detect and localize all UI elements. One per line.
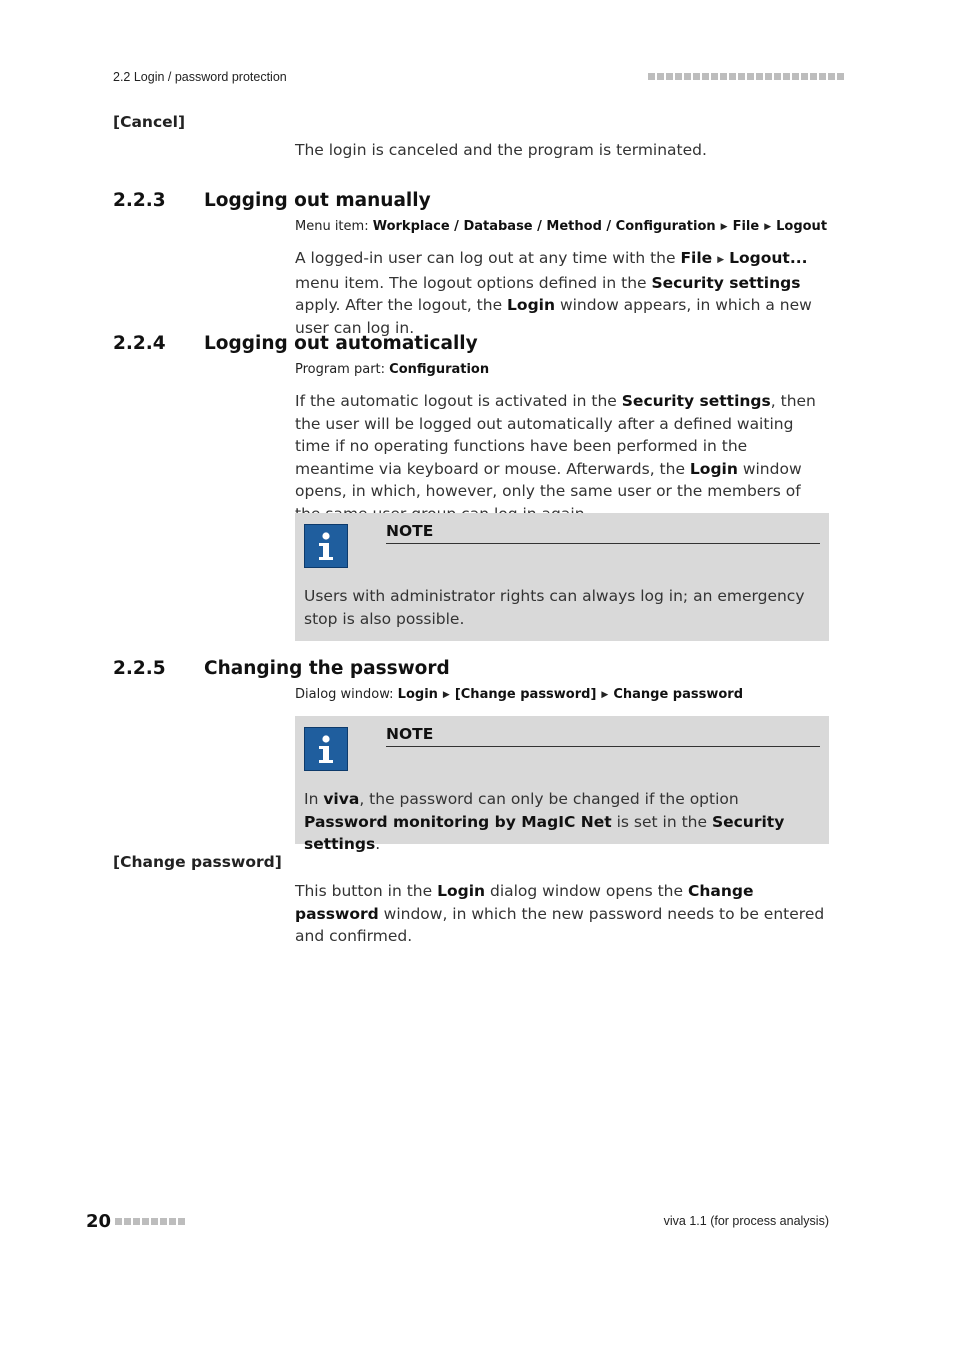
note-text: Users with administrator rights can always log in; an emergency stop is also possible. — [304, 587, 805, 628]
note-title: NOTE — [386, 522, 820, 544]
page-number: 20 — [86, 1211, 112, 1232]
info-icon — [304, 727, 348, 771]
arrow-right-icon: ▶ — [442, 690, 450, 700]
program-part: Program part: Configuration — [295, 362, 490, 377]
menu-item-path: Menu item: Workplace / Database / Method / Configuration ▶ File ▶ Logout — [295, 219, 828, 234]
running-header: 2.2 Login / password protection — [113, 70, 287, 84]
header-decoration — [648, 73, 844, 80]
section-number-225: 2.2.5 — [113, 658, 166, 679]
section-title-223: Logging out manually — [204, 190, 431, 211]
note-box-password — [295, 716, 829, 853]
paragraph-logout-auto: If the automatic logout is activated in the Security settings, then the user will be logged out automatically after a defined waiting time if no operating functions have been performed in the meantime via keyboard or mouse. Afterwards, the Login window opens, in which, however, only the same user or the members of — [295, 392, 816, 500]
info-icon — [304, 524, 348, 568]
arrow-right-icon: ▶ — [720, 222, 728, 232]
note-box-admin — [295, 513, 829, 641]
dialog-window-path: Dialog window: Login ▶ [Change password] ▶ Change password — [295, 687, 744, 702]
cancel-description: The login is canceled and the program is terminated. — [295, 141, 707, 159]
note-text: In viva, the password can only be changed if the option Password monitoring by MagIC Net is set in the Security settings. — [304, 790, 785, 853]
arrow-right-icon: ▶ — [764, 222, 772, 232]
section-number-223: 2.2.3 — [113, 190, 166, 211]
paragraph-logout-manual: A logged-in user can log out at any time with the File ▶ Logout... menu item. The logout options defined in the Security settings apply. After the logout, the Login window appears, in which a new user can log in. — [295, 249, 812, 337]
arrow-right-icon: ▶ — [717, 255, 725, 265]
section-title-224: Logging out automatically — [204, 333, 478, 354]
arrow-right-icon: ▶ — [601, 690, 609, 700]
footer-decoration — [115, 1218, 185, 1225]
change-password-label: [Change password] — [113, 853, 282, 871]
note-title: NOTE — [386, 725, 820, 747]
cancel-label: [Cancel] — [113, 113, 186, 131]
change-password-description: This button in the Login dialog window opens the Change password window, in which the new password needs to be entered and confirmed. — [295, 882, 825, 945]
section-title-225: Changing the password — [204, 658, 450, 679]
product-name: viva 1.1 (for process analysis) — [663, 1214, 829, 1228]
section-number-224: 2.2.4 — [113, 333, 166, 354]
